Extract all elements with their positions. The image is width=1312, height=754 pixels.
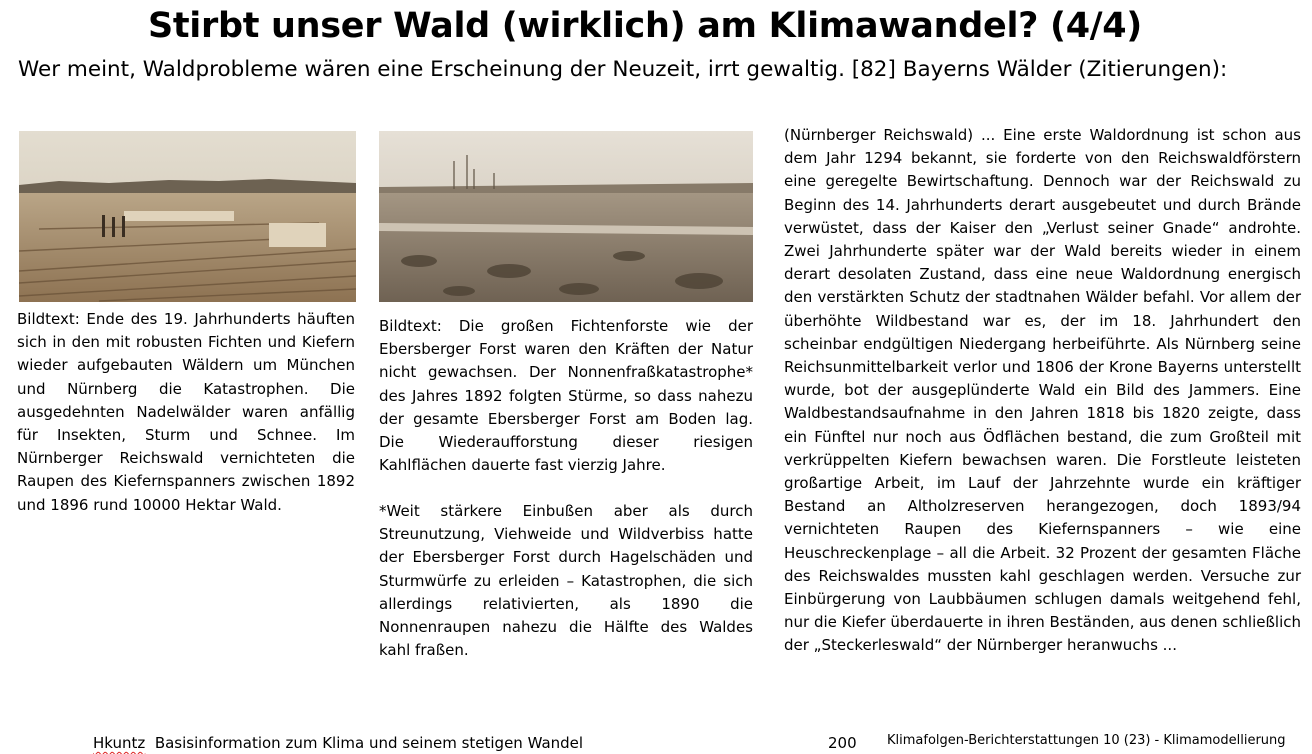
footer-author-line bbox=[93, 734, 583, 752]
footer-series: Klimafolgen-Berichterstattungen 10 (23) - Klimamodellierung bbox=[887, 733, 1286, 748]
middle-photo-caption: Bildtext: Die großen Fichtenforste wie der Ebersberger Forst waren den Kräften der Natur nicht gewachsen. Der Nonnenfraßkatastrophe* des Jahres 1892 folgten Stürme, so dass nahezu der gesamte Ebersberger Forst am Boden lag. Die Wiederaufforstung dieser riesigen Kahlflächen dauerte fast vierzig Jahre. bbox=[379, 317, 753, 475]
slide-subtitle: Wer meint, Waldprobleme wären eine Erscheinung der Neuzeit, irrt gewaltig. [82] Bayerns Wälder (Zitierungen): bbox=[18, 57, 1228, 82]
photo-ebersberger-forst bbox=[379, 131, 753, 302]
footer-author: Hkuntz bbox=[93, 734, 146, 752]
page-number: 200 bbox=[828, 734, 857, 752]
photo-nuernberger-reichswald bbox=[19, 131, 356, 302]
footer-description: Basisinformation zum Klima und seinem stetigen Wandel bbox=[154, 734, 584, 752]
left-photo-caption: Bildtext: Ende des 19. Jahrhunderts häuften sich in den mit robusten Fichten und Kiefern wieder aufgebauten Wäldern um München und Nürnberg die Katastrophen. Die ausgedehnten Nadelwälder waren anfällig für Insekten, Sturm und Schnee. Im Nürnberger Reichswald vernichteten die Raupen des Kiefernspanners zwischen 1892 und 1896 rund 10000 Hektar Wald. bbox=[17, 310, 355, 514]
middle-footnote: *Weit stärkere Einbußen aber als durch Streunutzung, Viehweide und Wildverbiss hatte der Ebersberger Forst durch Hagelschäden und Sturmwürfe zu erleiden – Katastrophen, die sich allerdings relativierten, als 1890 die Nonnenraupen nahezu die Hälfte des Waldes kahl fraßen. bbox=[379, 502, 753, 660]
slide-title: Stirbt unser Wald (wirklich) am Klimawandel? (4/4) bbox=[147, 6, 1143, 46]
right-column-text: (Nürnberger Reichswald) ... Eine erste Waldordnung ist schon aus dem Jahr 1294 bekannt, sie forderte von den Reichswaldförstern eine geregelte Bewirtschaftung. Dennoch war der Reichswald zu Beginn des 14. Jahrhunderts derart ausgebeutet und durch Brände verwüstet, dass der Kaiser den „Verlust seiner Gnade“ androhte. Zwei Jahrhunderte später war der Wald bereits wieder in einem derart desolaten Zustand, dass eine neue Waldordnung energisch den verstärkten Schutz der stadtnahen Wälder befahl. Vor allem der überhöhte Wildbestand war es, der im 18. Jahrhundert den scheinbar endgültigen Niedergang herbeiführte. Als Nürnberg seine Reichsunmittelbarkeit verlor und 1806 der Krone Bayerns unterstellt wurde, bot der ausgeplünderte Wald ein Bild des Jammers. Eine Waldbestandsaufnahme in den Jahren 1818 bis 1820 zeigte, dass ein Fünftel nur noch aus Ödflächen bestand, die zum Großteil mit verkrüppelten Kiefern bewachsen waren. Die Forstleute leisteten großartige Arbeit, im Lauf der Jahrzehnte wurde ein kräftiger Bestand an Altholzreserven herangezogen, doch 1893/94 vernichteten Raupen des Kiefernspanners – wie eine Heuschreckenplage – all die Arbeit. 32 Prozent der gesamten Fläche des Reichswaldes mussten kahl geschlagen werden. Versuche zur Einbürgerung von Laubbäumen schlugen damals weitgehend fehl, nur die Kiefer überdauerte in ihren Beständen, aus denen schließlich der „Steckerleswald“ der Nürnberger heranwuchs ... bbox=[784, 126, 1301, 655]
